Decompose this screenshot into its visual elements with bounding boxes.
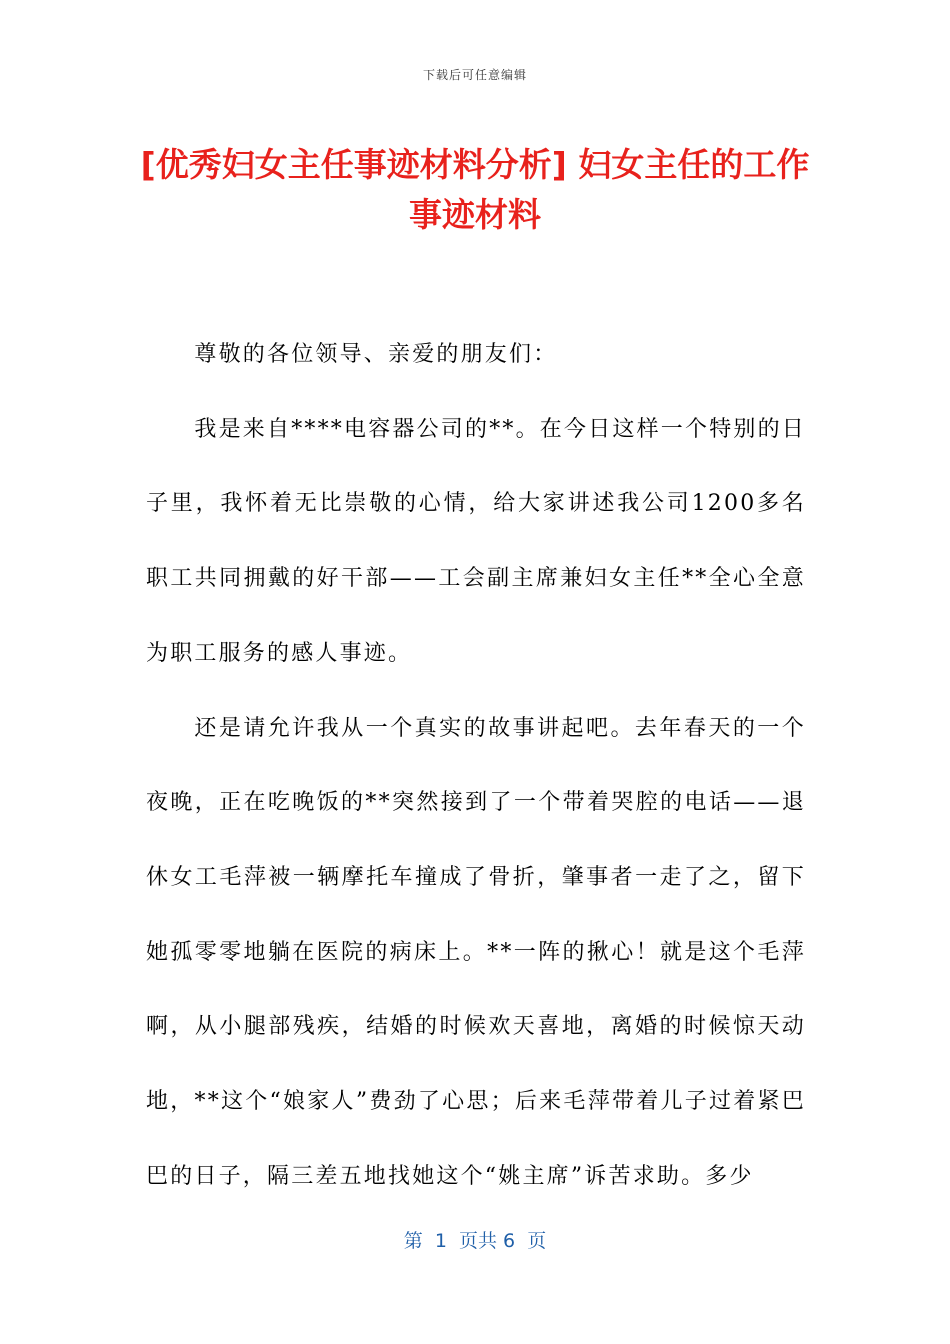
page-footer: 第 1 页共 6 页 [403,1230,547,1252]
paragraph-story: 还是请允许我从一个真实的故事讲起吧。去年春天的一个夜晚，正在吃晚饭的**突然接到了一个带着哭腔的电话——退休女工毛萍被一辆摩托车撞成了骨折，肇事者一走了之，留下她孤零零地躺在医院的病床上。**一阵的揪心！就是这个毛萍啊，从小腿部残疾，结婚的时候欢天喜地，离婚的时候惊天动地，**这个“娘家人”费劲了心思；后来毛萍带着儿子过着紧巴巴的日子，隔三差五地找她这个“姚主席”诉苦求助。多少 [146,715,806,1189]
document-title: [优秀妇女主任事迹材料分析] 妇女主任的工作事迹材料 [140,145,810,234]
paragraph-greeting: 尊敬的各位领导、亲爱的朋友们： [194,342,558,367]
paragraph-introduction: 我是来自****电容器公司的**。在今日这样一个特别的日子里，我怀着无比崇敬的心情，给大家讲述我公司1200多名职工共同拥戴的好干部——工会副主席兼妇女主任**全心全意为职工服务的感人事迹。 [146,416,806,666]
header-note: 下载后可任意编辑 [422,68,527,82]
document-body [146,318,806,1214]
